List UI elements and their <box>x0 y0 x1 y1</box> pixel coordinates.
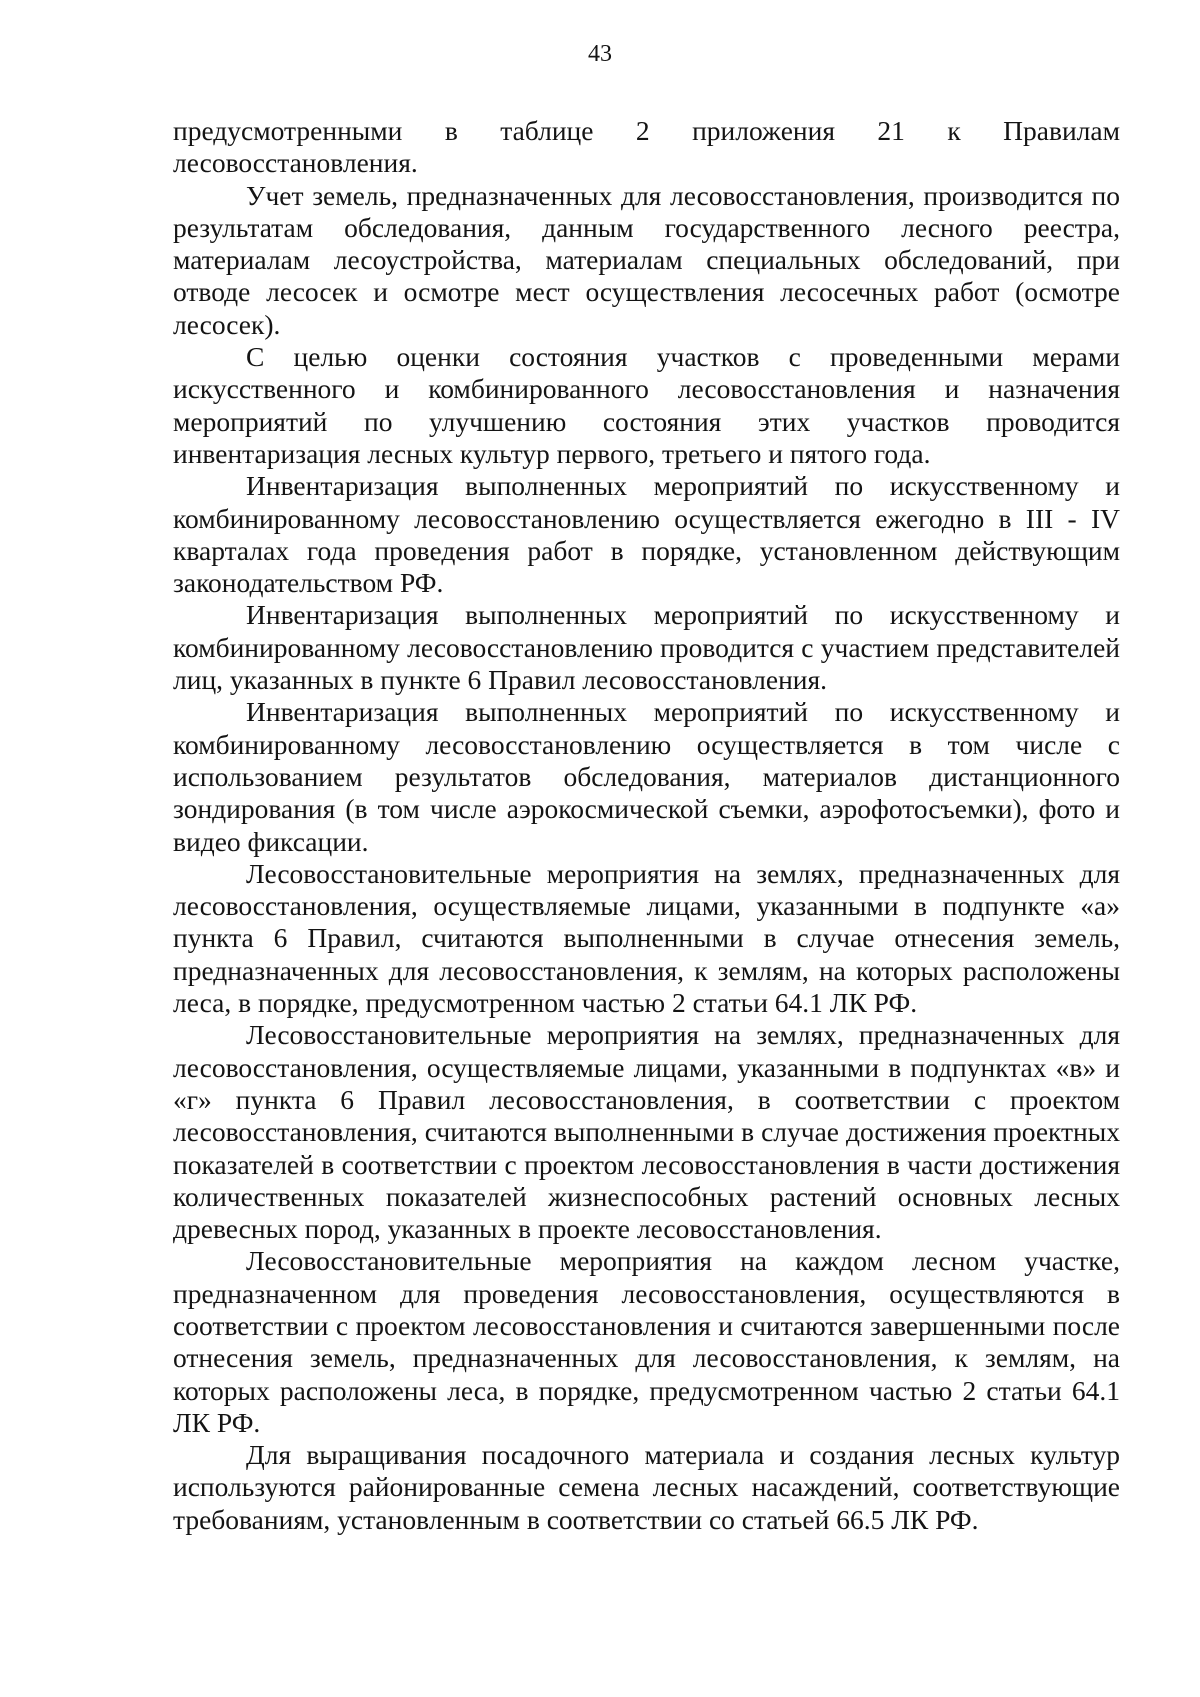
paragraph-inventory-purpose: С целью оценки состояния участков с проведенными мерами искусственного и комбинированного лесовосстановления и назначения мероприятий по улучшению состояния этих участков проводится инвентаризация лесных культур первого, третьего и пятого года. <box>173 341 1120 469</box>
paragraph-seed-requirements: Для выращивания посадочного материала и создания лесных культур используются районированные семена лесных насаждений, соответствующие требованиям, установленным в соответствии со статьей 66.5 ЛК РФ. <box>173 1439 1120 1535</box>
document-body <box>173 115 1120 1536</box>
paragraph-each-forest-plot: Лесовосстановительные мероприятия на каждом лесном участке, предназначенном для проведения лесовосстановления, осуществляются в соответствии с проектом лесовосстановления и считаются завершенными после отнесения земель, предназначенных для лесовосстановления, к землям, на которых расположены леса, в порядке, предусмотренном частью 2 статьи 64.1 ЛК РФ. <box>173 1245 1120 1438</box>
paragraph-completion-subpoint-a: Лесовосстановительные мероприятия на землях, предназначенных для лесовосстановления, осуществляемые лицами, указанными в подпункте «а» пункта 6 Правил, считаются выполненными в случае отнесения земель, предназначенных для лесовосстановления, к землям, на которых расположены леса, в порядке, предусмотренном частью 2 статьи 64.1 ЛК РФ. <box>173 857 1120 1019</box>
paragraph-inventory-participants: Инвентаризация выполненных мероприятий по искусственному и комбинированному лесовосстановлению проводится с участием представителей лиц, указанных в пункте 6 Правил лесовосстановления. <box>173 599 1120 696</box>
paragraph-inventory-timing: Инвентаризация выполненных мероприятий по искусственному и комбинированному лесовосстановлению осуществляется ежегодно в III - IV кварталах года проведения работ в порядке, установленном действующим законодательством РФ. <box>173 470 1120 599</box>
paragraph-inventory-methods: Инвентаризация выполненных мероприятий по искусственному и комбинированному лесовосстановлению осуществляется в том числе с использованием результатов обследования, материалов дистанционного зондирования (в том числе аэрокосмической съемки, аэрофотосъемки), фото и видео фиксации. <box>173 696 1120 857</box>
paragraph-completion-subpoints-v-g: Лесовосстановительные мероприятия на землях, предназначенных для лесовосстановления, осуществляемые лицами, указанными в подпунктах «в» и «г» пункта 6 Правил лесовосстановления, в соответствии с проектом лесовосстановления, считаются выполненными в случае достижения проектных показателей в соответствии с проектом лесовосстановления в части достижения количественных показателей жизнеспособных растений основных лесных древесных пород, указанных в проекте лесовосстановления. <box>173 1019 1120 1245</box>
paragraph-continuation: предусмотренными в таблице 2 приложения 21 к Правилам лесовосстановления. <box>173 115 1120 179</box>
page-number: 43 <box>588 41 612 67</box>
paragraph-land-accounting: Учет земель, предназначенных для лесовосстановления, производится по результатам обследования, данным государственного лесного реестра, материалам лесоустройства, материалам специальных обследований, при отводе лесосек и осмотре мест осуществления лесосечных работ (осмотре лесосек). <box>173 179 1120 340</box>
